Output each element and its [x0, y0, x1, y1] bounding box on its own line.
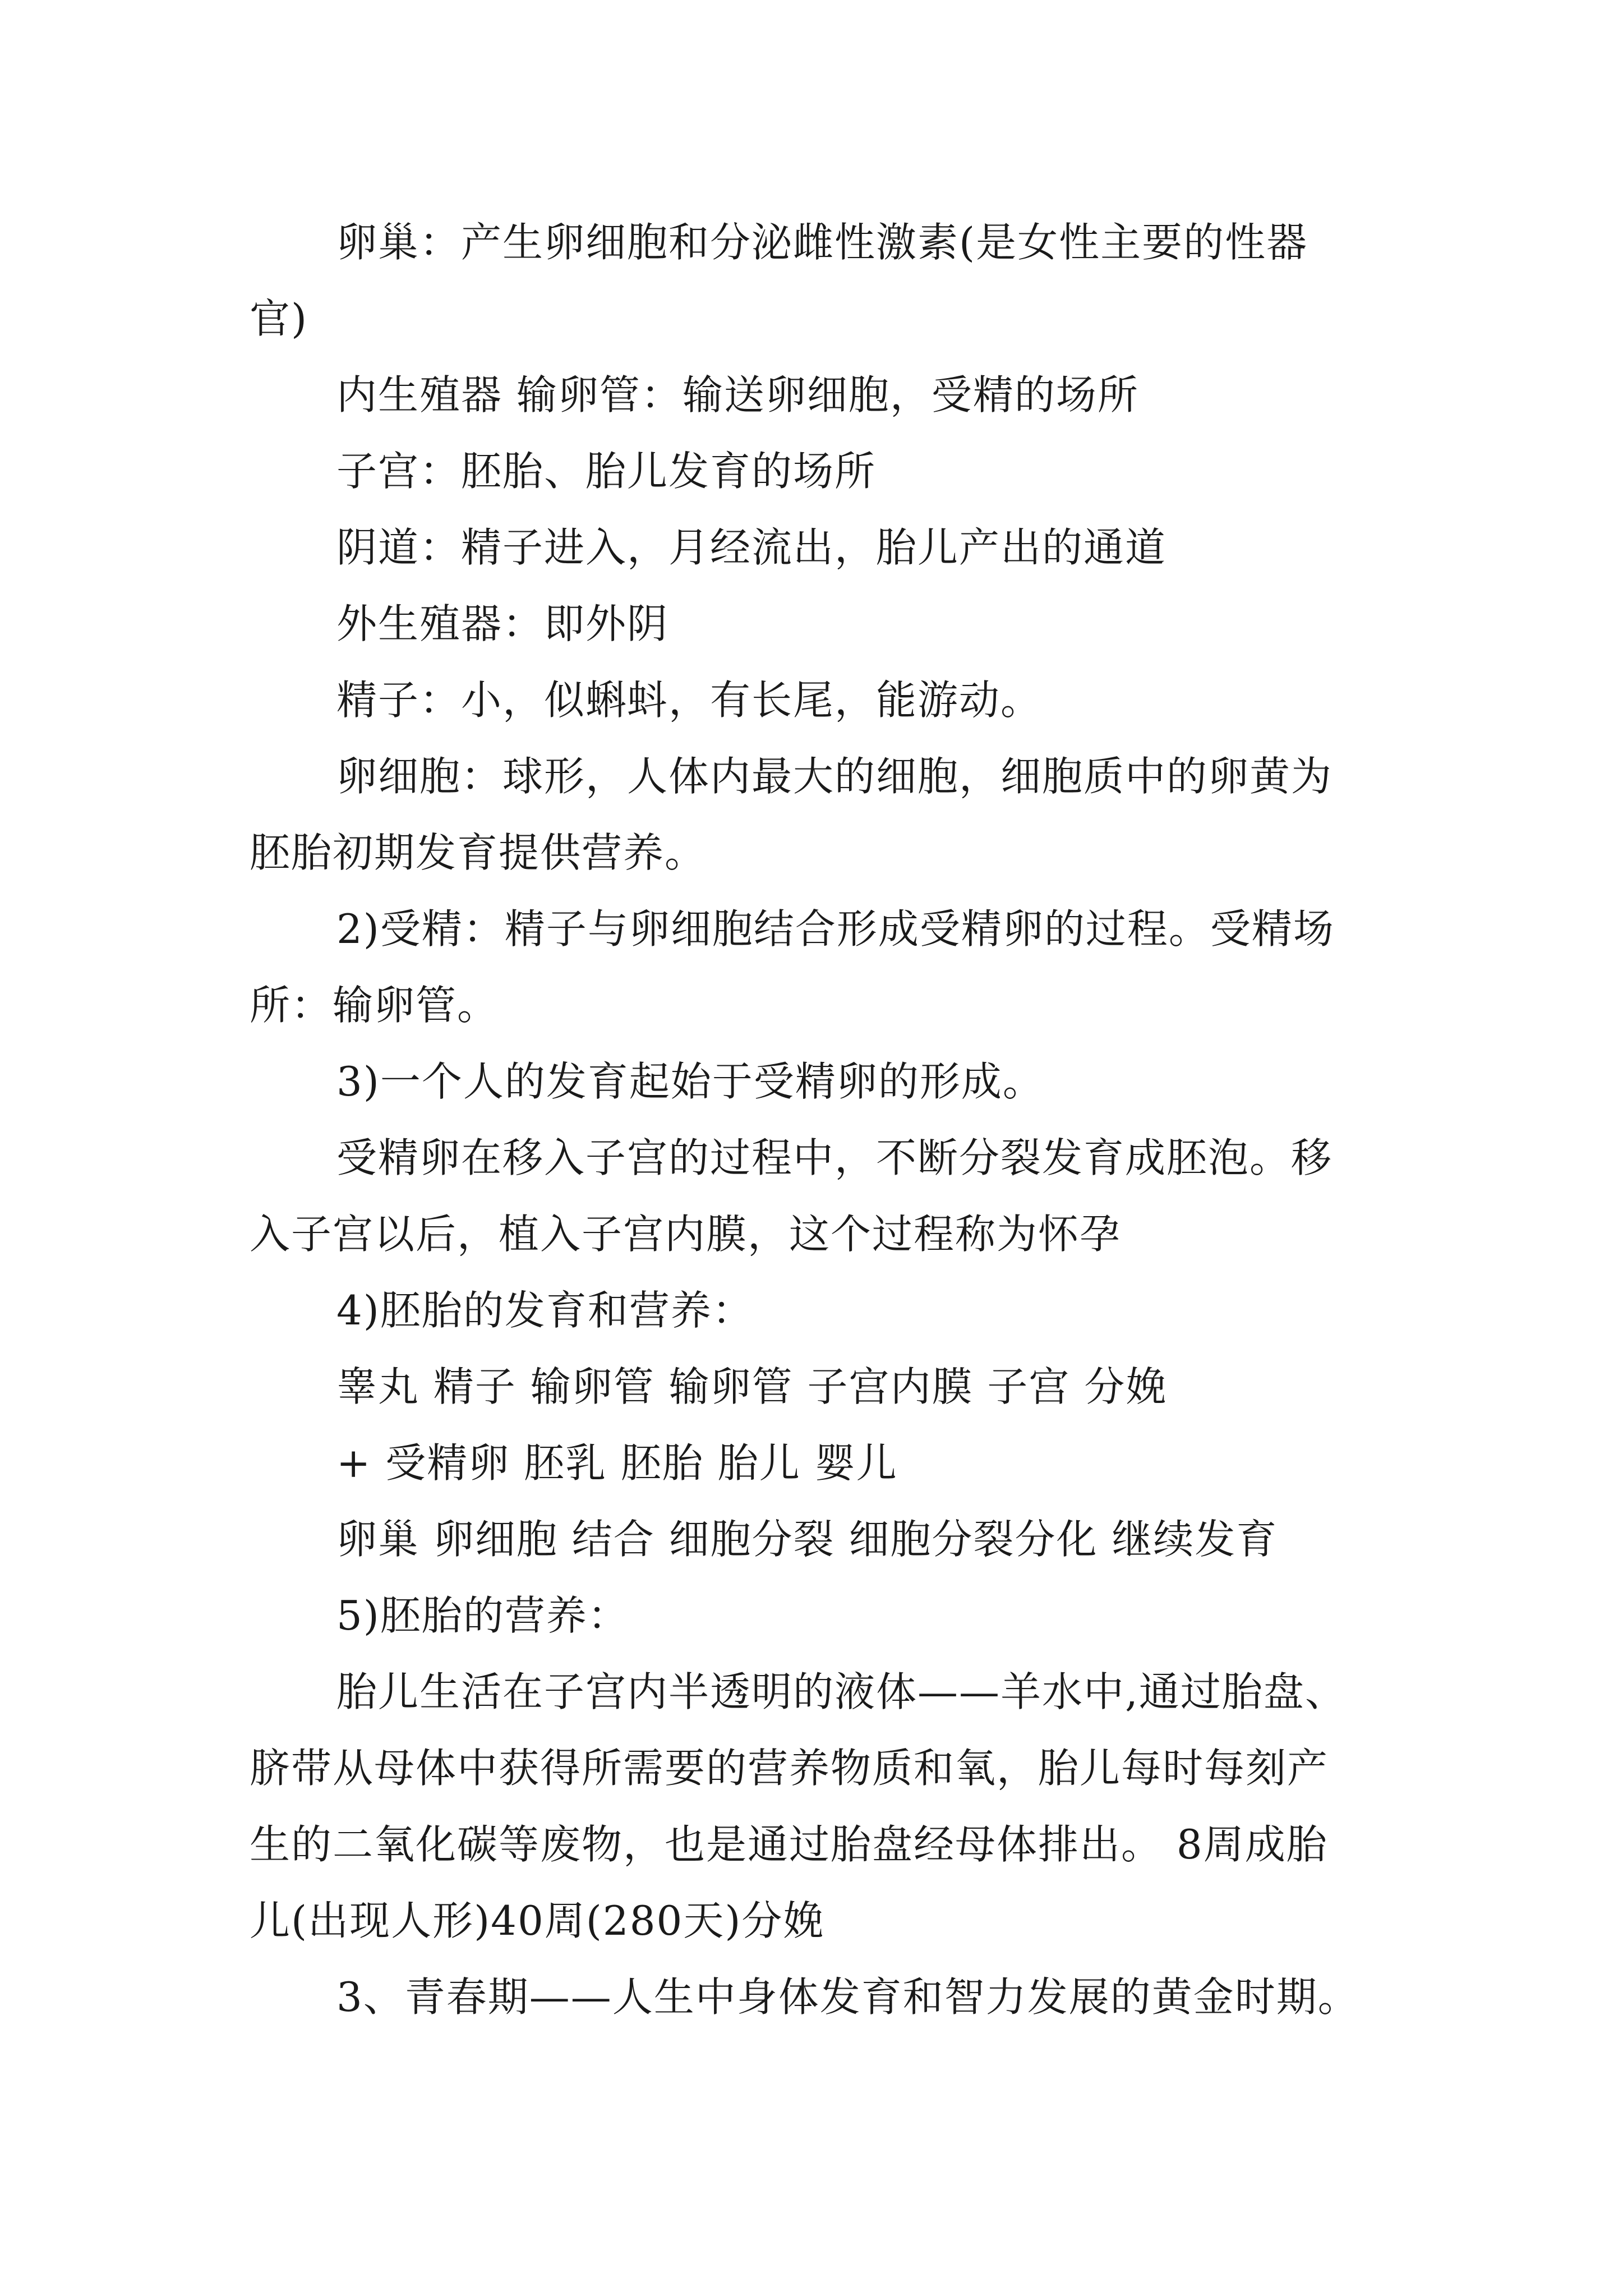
text-line: 3)一个人的发育起始于受精卵的形成。	[336, 1058, 1044, 1105]
text-line: 外生殖器：即外阴	[336, 600, 669, 647]
text-line: 5)胚胎的营养：	[336, 1592, 629, 1639]
text-line: 生的二氧化碳等废物，也是通过胎盘经母体排出。 8周成胎	[250, 1821, 1328, 1868]
text-line: 胚胎初期发育提供营养。	[250, 829, 707, 876]
text-line: 入子宫以后，植入子宫内膜，这个过程称为怀孕	[250, 1211, 1122, 1258]
text-line: 睾丸 精子 输卵管 输卵管 子宫内膜 子宫 分娩	[336, 1363, 1168, 1410]
text-line: 受精卵在移入子宫的过程中，不断分裂发育成胚泡。移	[336, 1134, 1333, 1181]
text-line: 精子：小，似蝌蚪，有长尾，能游动。	[336, 677, 1043, 724]
text-line: 内生殖器 输卵管：输送卵细胞，受精的场所	[336, 371, 1139, 418]
text-line: 子宫：胚胎、胎儿发育的场所	[336, 448, 877, 495]
text-line: 胎儿生活在子宫内半透明的液体——羊水中,通过胎盘、	[336, 1668, 1347, 1715]
text-line: + 受精卵 胚乳 胚胎 胎儿 婴儿	[336, 1439, 898, 1487]
text-line: 卵巢：产生卵细胞和分泌雌性激素(是女性主要的性器	[336, 219, 1308, 266]
text-line: 4)胚胎的发育和营养：	[336, 1287, 754, 1334]
text-line: 2)受精：精子与卵细胞结合形成受精卵的过程。受精场	[336, 905, 1335, 953]
text-line: 阴道：精子进入，月经流出，胎儿产出的通道	[336, 524, 1167, 571]
text-line: 官)	[250, 295, 308, 342]
text-line: 儿(出现人形)40周(280天)分娩	[250, 1897, 825, 1944]
text-line: 所：输卵管。	[250, 982, 499, 1029]
text-line: 3、青春期——人生中身体发育和智力发展的黄金时期。	[336, 1973, 1359, 2021]
text-line: 脐带从母体中获得所需要的营养物质和氧，胎儿每时每刻产	[250, 1745, 1329, 1792]
text-line: 卵细胞：球形，人体内最大的细胞，细胞质中的卵黄为	[336, 753, 1333, 800]
text-line: 卵巢 卵细胞 结合 细胞分裂 细胞分裂分化 继续发育	[336, 1516, 1278, 1563]
